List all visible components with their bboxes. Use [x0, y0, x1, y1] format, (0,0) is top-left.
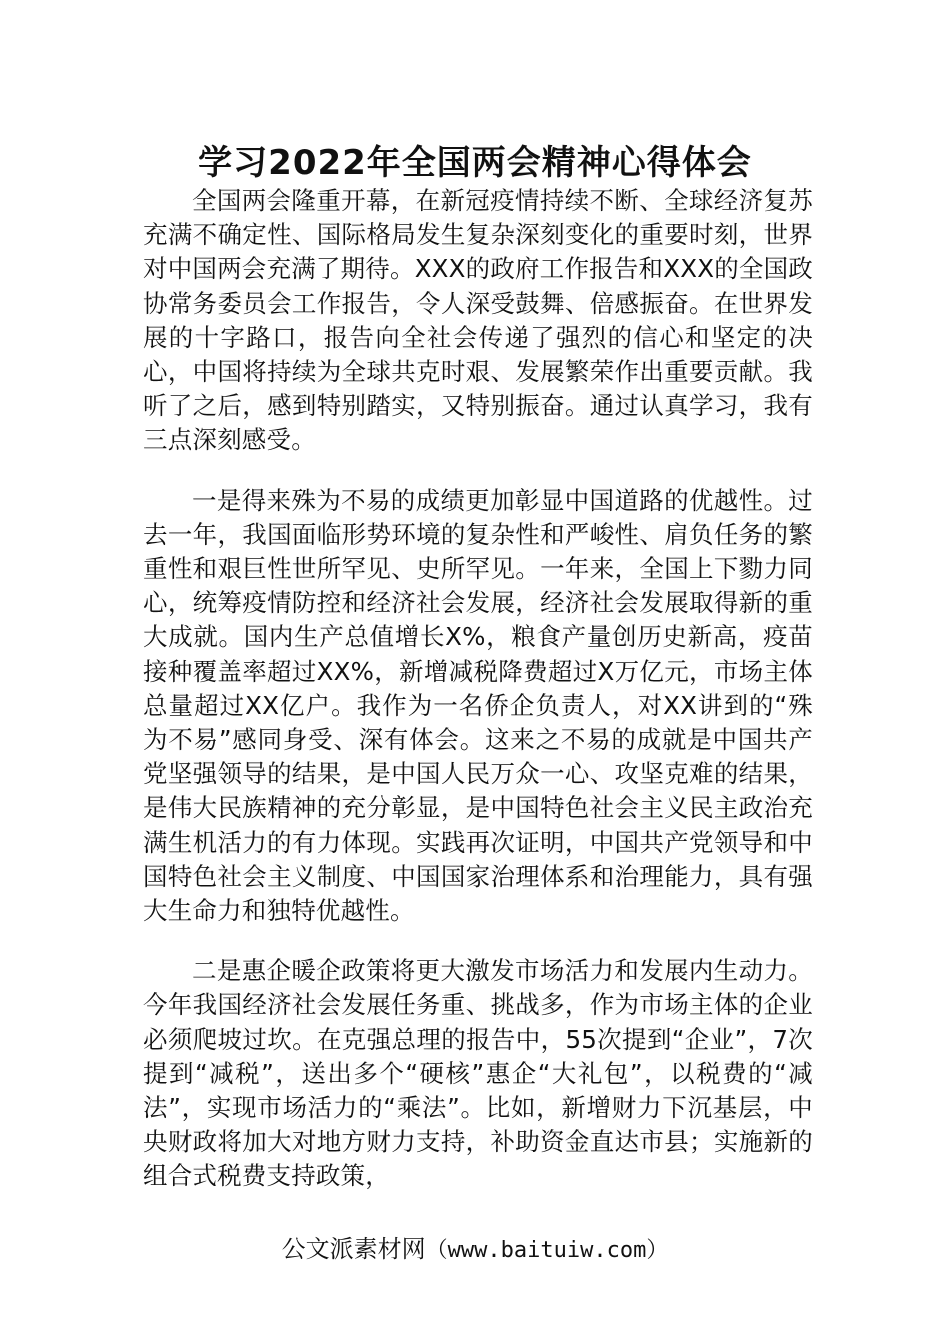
footer-site-name: 公文派素材网	[281, 1235, 426, 1263]
page-footer	[0, 1232, 950, 1268]
paragraph-point-one: 一是得来殊为不易的成绩更加彰显中国道路的优越性。过去一年，我国面临形势环境的复杂性和严峻性、肩负任务的繁重性和艰巨性世所罕见、史所罕见。一年来，全国上下勠力同心，统筹疫情防控和经济社会发展，经济社会发展取得新的重大成就。国内生产总值增长X%，粮食产量创历史新高，疫苗接种覆盖率超过XX%，新增减税降费超过X万亿元，市场主体总量超过XX亿户。我作为一名侨企负责人，对XX讲到的“殊为不易”感同身受、深有体会。这来之不易的成就是中国共产党坚强领导的结果，是中国人民万众一心、攻坚克难的结果，是伟大民族精神的充分彰显，是中国特色社会主义民主政治充满生机活力的有力体现。实践再次证明，中国共产党领导和中国特色社会主义制度、中国国家治理体系和治理能力，具有强大生命力和独特优越性。	[143, 485, 813, 926]
footer-url: （www.baituiw.com）	[425, 1238, 669, 1263]
document-title: 学习2022年全国两会精神心得体会	[198, 142, 752, 183]
paragraph-point-two: 二是惠企暖企政策将更大激发市场活力和发展内生动力。今年我国经济社会发展任务重、挑战多，作为市场主体的企业必须爬坡过坎。在克强总理的报告中，55次提到“企业”，7次提到“减税”，送出多个“硬核”惠企“大礼包”，以税费的“减法”，实现市场活力的“乘法”。比如，新增财力下沉基层，中央财政将加大对地方财力支持，补助资金直达市县；实施新的组合式税费支持政策，	[143, 956, 813, 1191]
document-body	[143, 184, 813, 1220]
paragraph-intro: 全国两会隆重开幕，在新冠疫情持续不断、全球经济复苏充满不确定性、国际格局发生复杂深刻变化的重要时刻，世界对中国两会充满了期待。XXX的政府工作报告和XXX的全国政协常务委员会工作报告，令人深受鼓舞、倍感振奋。在世界发展的十字路口，报告向全社会传递了强烈的信心和坚定的决心，中国将持续为全球共克时艰、发展繁荣作出重要贡献。我听了之后，感到特别踏实，又特别振奋。通过认真学习，我有三点深刻感受。	[143, 186, 814, 455]
